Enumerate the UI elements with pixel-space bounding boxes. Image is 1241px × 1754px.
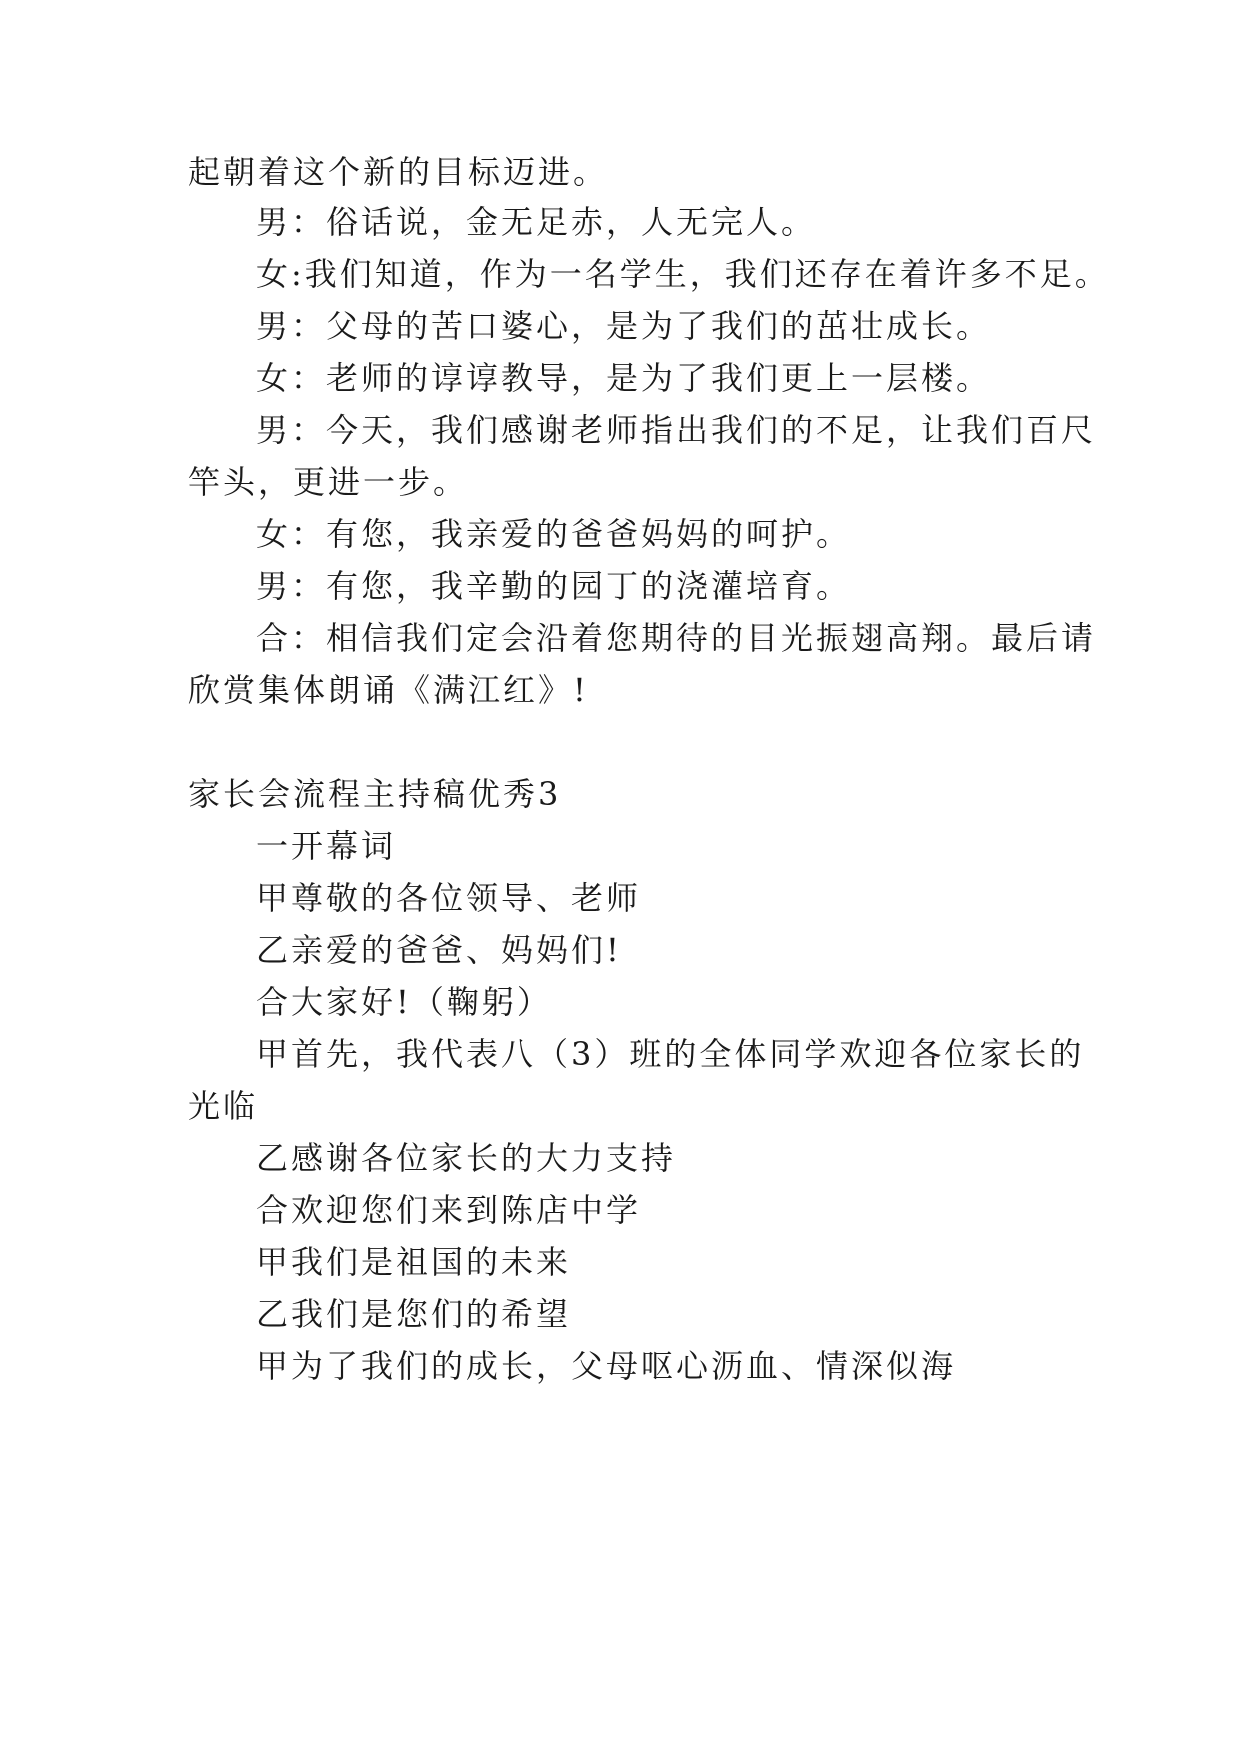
dialogue-line: 男：今天，我们感谢老师指出我们的不足，让我们百尺: [256, 411, 1097, 449]
dialogue-line: 合：相信我们定会沿着您期待的目光振翅高翔。最后请: [256, 619, 1097, 657]
dialogue-line-continuation: 欣赏集体朗诵《满江红》!: [188, 671, 589, 709]
script-line: 甲尊敬的各位领导、老师: [256, 879, 642, 917]
script-line: 乙亲爱的爸爸、妈妈们!: [256, 931, 622, 969]
script-line: 甲为了我们的成长，父母呕心沥血、情深似海: [256, 1347, 957, 1385]
script-line: 乙我们是您们的希望: [256, 1295, 572, 1333]
script-line: 一开幕词: [256, 827, 397, 865]
script-line: 甲我们是祖国的未来: [256, 1243, 572, 1281]
section-heading: 家长会流程主持稿优秀3: [188, 775, 562, 813]
dialogue-line: 女：有您，我亲爱的爸爸妈妈的呵护。: [256, 515, 852, 553]
dialogue-line: 男：父母的苦口婆心，是为了我们的茁壮成长。: [256, 307, 992, 345]
dialogue-line: 男：俗话说，金无足赤，人无完人。: [256, 203, 817, 241]
dialogue-line-continuation: 竿头，更进一步。: [188, 463, 469, 501]
script-line: 甲首先，我代表八（3）班的全体同学欢迎各位家长的: [256, 1035, 1085, 1073]
paragraph-continuation: 起朝着这个新的目标迈进。: [188, 153, 609, 191]
script-line: 合大家好!（鞠躬）: [256, 983, 552, 1021]
script-line: 乙感谢各位家长的大力支持: [256, 1139, 677, 1177]
dialogue-line: 女：老师的谆谆教导，是为了我们更上一层楼。: [256, 359, 992, 397]
dialogue-line: 女:我们知道，作为一名学生，我们还存在着许多不足。: [256, 255, 1110, 293]
script-line: 合欢迎您们来到陈店中学: [256, 1191, 642, 1229]
dialogue-line: 男：有您，我辛勤的园丁的浇灌培育。: [256, 567, 852, 605]
script-line-continuation: 光临: [188, 1087, 259, 1125]
